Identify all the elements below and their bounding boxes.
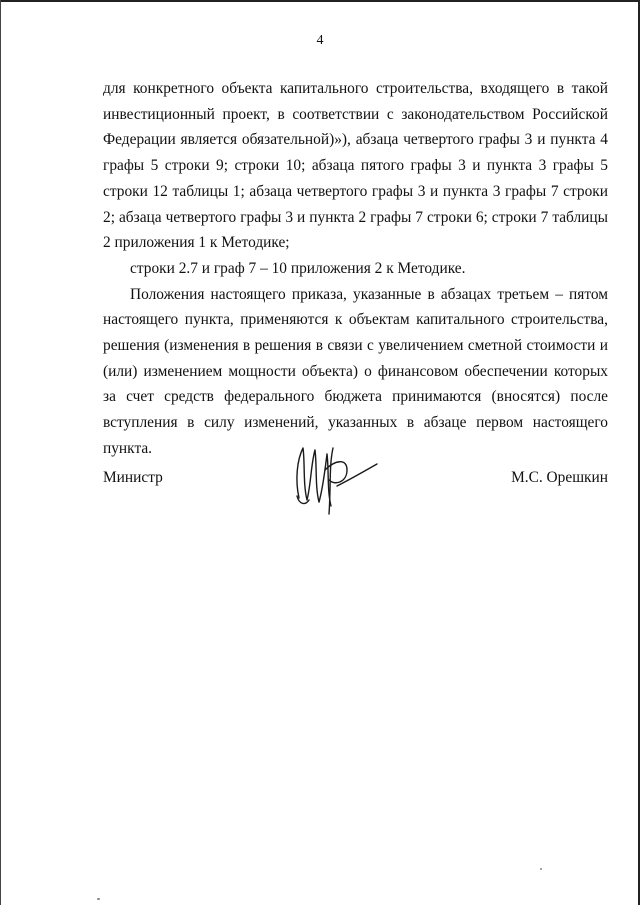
handwritten-signature — [285, 440, 385, 520]
signatory-title: Министр — [103, 469, 163, 486]
page-number: 4 — [316, 33, 324, 48]
scan-speck — [540, 868, 542, 870]
page-border-top — [0, 0, 640, 2]
paragraph-continued: для конкретного объекта капитального строительства, входящего в такой инвестиционный проект, в соответствии с законодательством Российской Федерации является обязательной)»), абзаца четвертого графы 3 и пункта 4 графы 5 строки 9; строки 10; абзаца пятого графы 3 и пункта 3 графы 5 строки 12 таблицы 1; абзаца четвертого графы 3 и пункта 3 графы 7 строки 2; абзаца четвертого графы 3 и пункта 2 графы 7 строки 6; строки 7 таблицы 2 приложения 1 к Методике; — [103, 80, 608, 252]
scan-speck — [97, 898, 100, 900]
page-border-left — [0, 0, 1, 905]
paragraph-provisions: Положения настоящего приказа, указанные в абзацах третьем – пятом настоящего пункта, применяются к объектам капитального строительства, решения (изменения в решения в связи с увеличением сметной стоимости и (или) изменением мощности объекта) о финансовом обеспечении которых за счет средств федерального бюджета принимаются (вносятся) после вступления в силу изменений, указанных в абзаце первом настоящего пункта. — [103, 285, 608, 457]
document-body — [103, 76, 608, 462]
signatory-name: М.С. Орешкин — [511, 469, 608, 486]
paragraph-rows: строки 2.7 и граф 7 – 10 приложения 2 к Методике. — [130, 259, 466, 277]
